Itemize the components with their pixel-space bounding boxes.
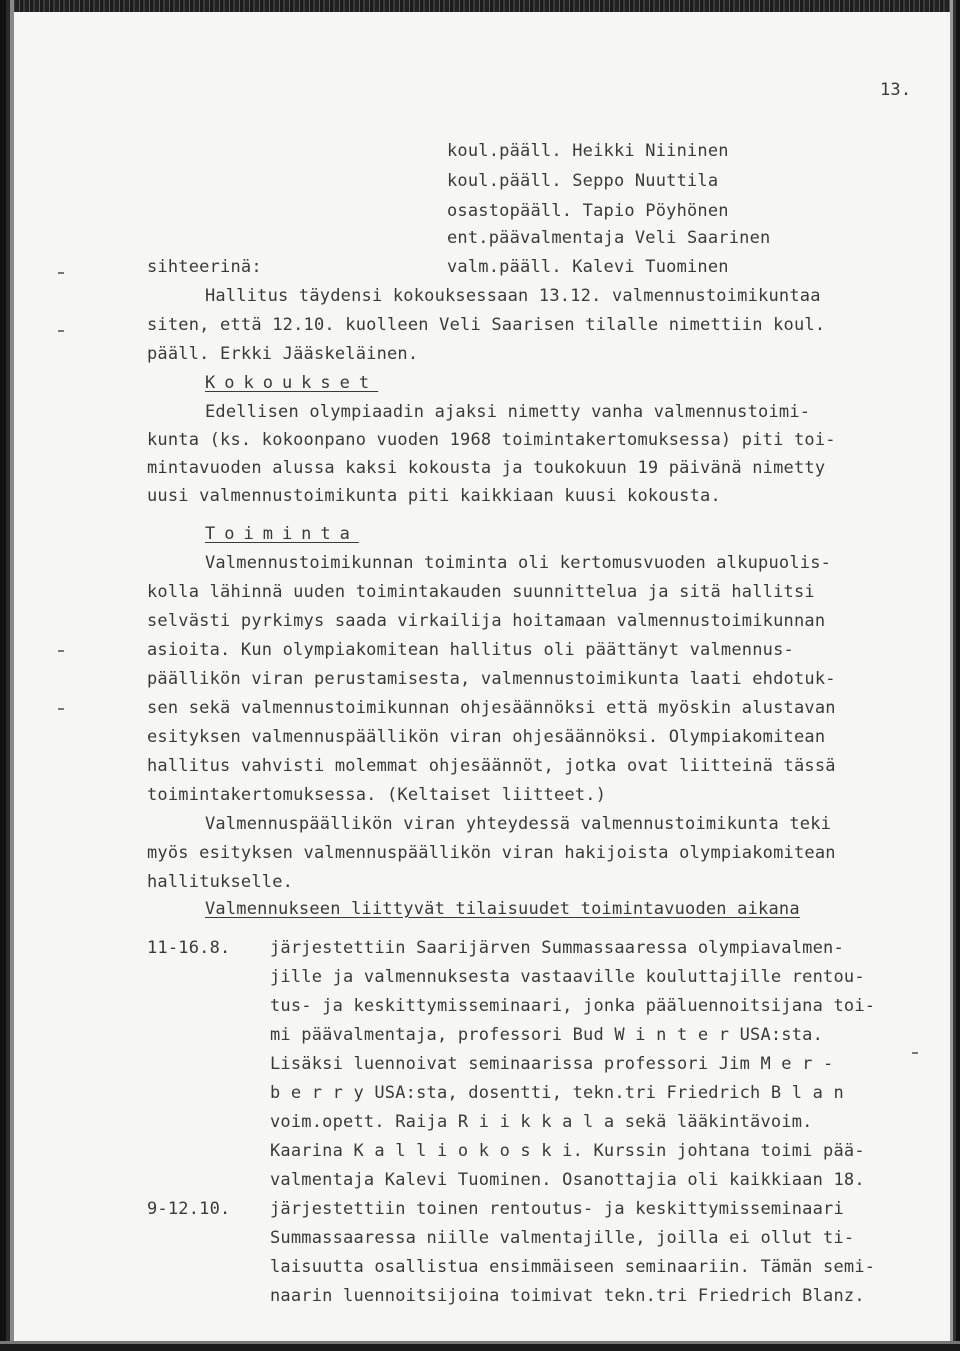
event-line: mi päävalmentaja, professori Bud W i n t e r USA:sta. [270, 1025, 824, 1045]
body-line: toimintakertomuksessa. (Keltaiset liitteet.) [147, 785, 607, 805]
body-line: hallitukselle. [147, 872, 294, 892]
scan-mark [58, 330, 64, 332]
body-line: Valmennustoimikunnan toiminta oli kertomusvuoden alkupuolis- [205, 553, 832, 573]
header-line: osastopääll. Tapio Pöyhönen [447, 201, 729, 221]
section-heading-events: Valmennukseen liittyvät tilaisuudet toimintavuoden aikana [205, 899, 800, 919]
section-heading-toiminta: Toiminta [205, 524, 359, 544]
scan-edge-bottom [0, 1341, 960, 1351]
header-line: koul.pääll. Heikki Niininen [447, 141, 729, 161]
event-date: 9-12.10. [147, 1199, 231, 1219]
page-number: 13. [880, 80, 912, 100]
event-line: voim.opett. Raija R i i k k a l a sekä lääkintävoim. [270, 1112, 813, 1132]
body-line: Valmennuspäällikön viran yhteydessä valmennustoimikunta teki [205, 814, 832, 834]
body-line: myös esityksen valmennuspäällikön viran hakijoista olympiakomitean [147, 843, 836, 863]
event-line: b e r r y USA:sta, dosentti, tekn.tri Friedrich B l a n [270, 1083, 844, 1103]
event-line: naarin luennoitsijoina toimivat tekn.tri Friedrich Blanz. [270, 1286, 865, 1306]
intro-line: siten, että 12.10. kuolleen Veli Saarisen tilalle nimettiin koul. [147, 315, 826, 335]
body-line: hallitus vahvisti molemmat ohjesäännöt, jotka ovat liitteinä tässä [147, 756, 836, 776]
body-line: päällikön viran perustamisesta, valmennustoimikunta laati ehdotuk- [147, 669, 836, 689]
body-line: asioita. Kun olympiakomitean hallitus oli päättänyt valmennus- [147, 640, 794, 660]
header-line: koul.pääll. Seppo Nuuttila [447, 171, 719, 191]
intro-line: Hallitus täydensi kokouksessaan 13.12. valmennustoimikuntaa [205, 286, 821, 306]
event-line: jille ja valmennuksesta vastaaville kouluttajille rentou- [270, 967, 865, 987]
scan-mark [58, 708, 64, 710]
event-line: tus- ja keskittymisseminaari, jonka pääluennoitsijana toi- [270, 996, 876, 1016]
event-line: Kaarina K a l l i o k o s k i. Kurssin johtana toimi pää- [270, 1141, 865, 1161]
intro-line: pääll. Erkki Jääskeläinen. [147, 344, 419, 364]
body-line: esityksen valmennuspäällikön viran ohjesäännöksi. Olympiakomitean [147, 727, 826, 747]
event-line: valmentaja Kalevi Tuominen. Osanottajia oli kaikkiaan 18. [270, 1170, 865, 1190]
scan-edge-right [950, 0, 960, 1351]
body-line: kunta (ks. kokoonpano vuoden 1968 toimintakertomuksessa) piti toi- [147, 430, 836, 450]
body-line: kolla lähinnä uuden toimintakauden suunnittelua ja sitä hallitsi [147, 582, 815, 602]
body-line: mintavuoden alussa kaksi kokousta ja toukokuun 19 päivänä nimetty [147, 458, 826, 478]
scan-edge-top [0, 0, 960, 12]
body-line: sen sekä valmennustoimikunnan ohjesäännöksi että myöskin alustavan [147, 698, 836, 718]
scan-mark [912, 1052, 918, 1054]
secretary-label: sihteerinä: [147, 257, 262, 277]
event-line: Lisäksi luennoivat seminaarissa professori Jim M e r - [270, 1054, 834, 1074]
secretary-value: valm.pääll. Kalevi Tuominen [447, 257, 729, 277]
event-date: 11-16.8. [147, 938, 231, 958]
body-line: uusi valmennustoimikunta piti kaikkiaan kuusi kokousta. [147, 486, 721, 506]
event-line: Summassaaressa niille valmentajille, joilla ei ollut ti- [270, 1228, 855, 1248]
scan-edge-left [0, 0, 14, 1351]
scan-mark [58, 650, 64, 652]
body-line: selvästi pyrkimys saada virkailija hoitamaan valmennustoimikunnan [147, 611, 826, 631]
header-line: ent.päävalmentaja Veli Saarinen [447, 228, 771, 248]
event-line: järjestettiin Saarijärven Summassaaressa olympiavalmen- [270, 938, 844, 958]
body-line: Edellisen olympiaadin ajaksi nimetty vanha valmennustoimi- [205, 402, 811, 422]
section-heading-kokoukset: Kokoukset [205, 373, 379, 393]
event-line: laisuutta osallistua ensimmäiseen seminaariin. Tämän semi- [270, 1257, 876, 1277]
scan-mark [58, 272, 64, 274]
event-line: järjestettiin toinen rentoutus- ja keskittymisseminaari [270, 1199, 844, 1219]
